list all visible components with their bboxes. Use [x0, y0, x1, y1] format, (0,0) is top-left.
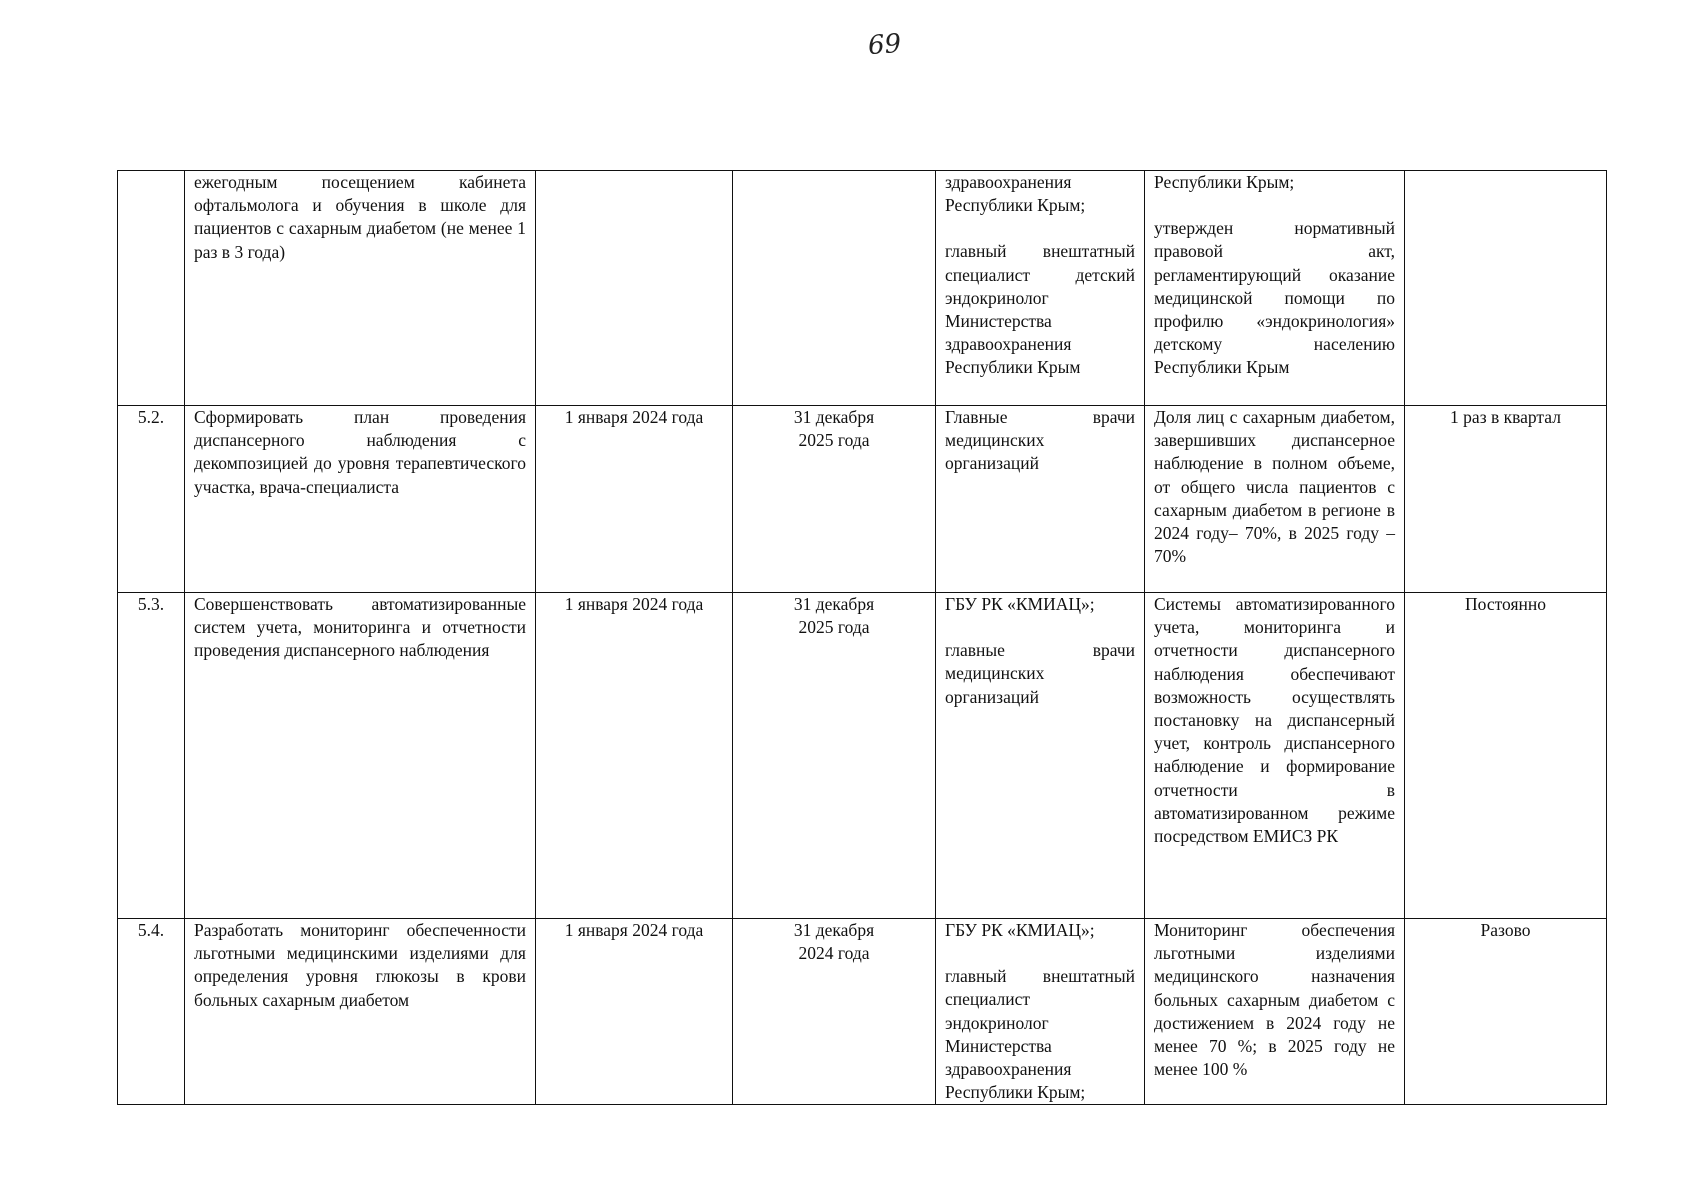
end-date-cell: 31 декабря 2025 года	[733, 406, 936, 593]
frequency-cell: Постоянно	[1405, 593, 1607, 919]
result-cell	[1145, 171, 1405, 406]
end-date-cell: 31 декабря 2025 года	[733, 593, 936, 919]
table-row	[118, 406, 1607, 593]
page-number: 69	[866, 28, 903, 62]
start-date-cell: 1 января 2024 года	[536, 593, 733, 919]
frequency-cell: Разово	[1405, 919, 1607, 1105]
responsible-cell	[936, 406, 1145, 593]
responsible-line: здравоохранения Республики Крым;	[945, 172, 1086, 216]
result-line: Мониторинг обеспечения льготными изделиями медицинского назначения больных сахарным диабетом с достижением в 2024 году не менее 70 %; в 2025 году не менее 100 %	[1154, 920, 1395, 1080]
activity-cell: Совершенствовать автоматизированные систем учета, мониторинга и отчетности проведения диспансерного наблюдения	[185, 593, 536, 919]
start-date-cell: 1 января 2024 года	[536, 406, 733, 593]
result-line: Республики Крым;	[1154, 172, 1295, 192]
result-cell	[1145, 593, 1405, 919]
responsible-line: ГБУ РК «КМИАЦ»;	[945, 594, 1095, 614]
row-number: 5.3.	[118, 593, 185, 919]
result-cell	[1145, 919, 1405, 1105]
activity-cell: Разработать мониторинг обеспеченности льготными медицинскими изделиями для определения уровня глюкозы в крови больных сахарным диабетом	[185, 919, 536, 1105]
responsible-line: главный внештатный специалист детский эндокринолог Министерства здравоохранения Республики Крым	[945, 241, 1135, 378]
start-date-cell	[536, 171, 733, 406]
responsible-line: главные врачи медицинских организаций	[945, 640, 1135, 707]
responsible-line: главный внештатный специалист эндокринолог Министерства здравоохранения Республики Крым;	[945, 966, 1135, 1103]
table-row	[118, 919, 1607, 1105]
responsible-line: Главные врачи медицинских организаций	[945, 407, 1135, 474]
end-date-cell: 31 декабря 2024 года	[733, 919, 936, 1105]
result-cell	[1145, 406, 1405, 593]
result-line: Доля лиц с сахарным диабетом, завершивших диспансерное наблюдение в полном объеме, от общего числа пациентов с сахарным диабетом в регионе в 2024 году– 70%, в 2025 году – 70%	[1154, 407, 1395, 567]
start-date-cell: 1 января 2024 года	[536, 919, 733, 1105]
activity-cell: ежегодным посещением кабинета офтальмолога и обучения в школе для пациентов с сахарным диабетом (не менее 1 раз в 3 года)	[185, 171, 536, 406]
responsible-line: ГБУ РК «КМИАЦ»;	[945, 920, 1095, 940]
responsible-cell	[936, 919, 1145, 1105]
row-number: 5.4.	[118, 919, 185, 1105]
result-line: Системы автоматизированного учета, мониторинга и отчетности диспансерного наблюдения обеспечивают возможность осуществлять постановку на диспансерный учет, контроль диспансерного наблюдение и формирование отчетности в автоматизированном режиме посредством ЕМИСЗ РК	[1154, 594, 1395, 847]
table-row	[118, 171, 1607, 406]
table-row	[118, 593, 1607, 919]
end-date-cell	[733, 171, 936, 406]
activity-cell: Сформировать план проведения диспансерного наблюдения с декомпозицией до уровня терапевтического участка, врача-специалиста	[185, 406, 536, 593]
frequency-cell: 1 раз в квартал	[1405, 406, 1607, 593]
responsible-cell	[936, 171, 1145, 406]
row-number: 5.2.	[118, 406, 185, 593]
measures-table	[117, 170, 1607, 1105]
responsible-cell	[936, 593, 1145, 919]
row-number	[118, 171, 185, 406]
result-line: утвержден нормативный правовой акт, регламентирующий оказание медицинской помощи по профилю «эндокринология» детскому населению Республики Крым	[1154, 218, 1395, 378]
frequency-cell	[1405, 171, 1607, 406]
